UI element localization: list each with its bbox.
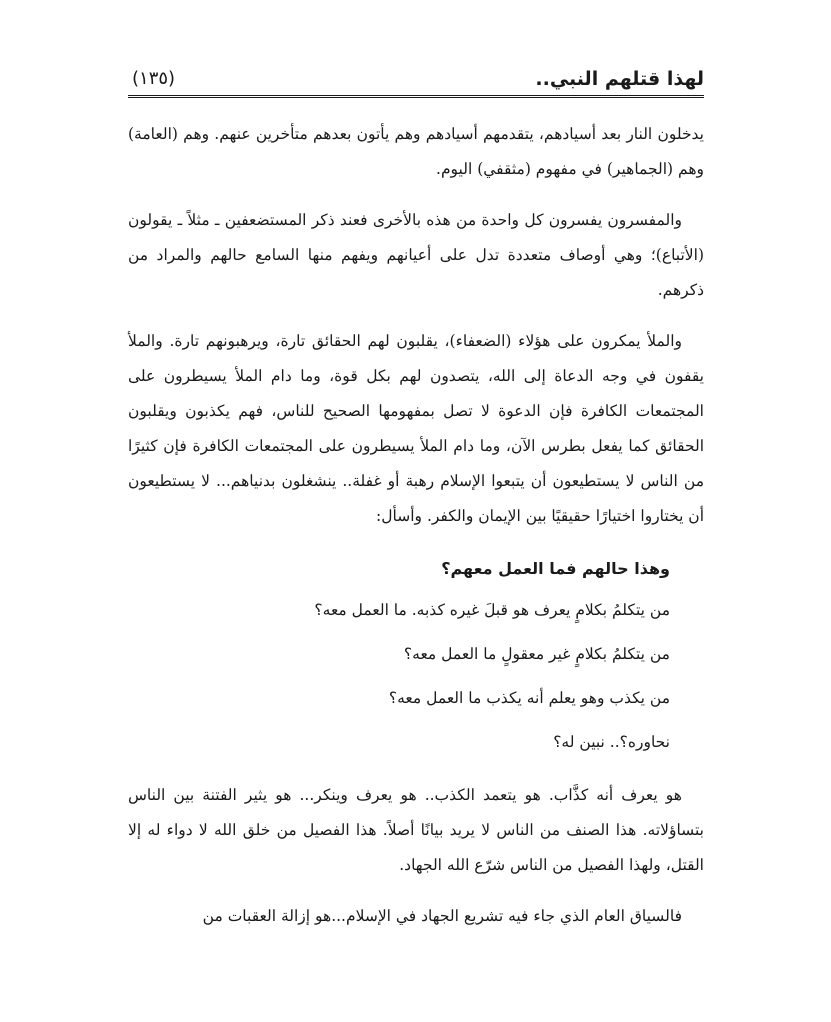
question-item: من يكذب وهو يعلم أنه يكذب ما العمل معه؟ (388, 689, 670, 707)
question-item: من يتكلمُ بكلامٍ غير معقولٍ ما العمل معه؟ (403, 645, 670, 663)
running-header (128, 66, 704, 98)
paragraph: والملأ يمكرون على هؤلاء (الضعفاء)، يقلبون لهم الحقائق تارة، ويرهبونهم تارة. والملأ يقفون في وجه الدعاة إلى الله، يتصدون لهم بكل قوة، وما دام الملأ يسيطرون على المجتمعات الكافرة فإن الدعوة لا تصل بمفهومها الصحيح للناس، فهم يكذبون ويقلبون الحقائق كما يفعل بطرس الآن، وما دام الملأ يسيطرون على المجتمعات الكافرة فإن كثيرًا من الناس لا يستطيعون أن يتبعوا الإسلام رهبة أو غفلة.. ينشغلون بدنياهم... لا يستطيعون أن يختاروا اختيارًا حقيقيًا بين الإيمان والكفر. وأسأل: (128, 332, 704, 525)
paragraph: فالسياق العام الذي جاء فيه تشريع الجهاد في الإسلام...هو إزالة العقبات من (202, 907, 682, 925)
question-list (128, 588, 670, 764)
paragraph: يدخلون النار بعد أسيادهم، يتقدمهم أسيادهم وهم يأتون بعدهم متأخرين عنهم. وهم (العامة) وهم (الجماهير) في مفهوم (مثقفي) اليوم. (128, 125, 704, 178)
question-item: نحاوره؟.. نبين له؟ (553, 733, 670, 751)
page-body (128, 117, 704, 950)
page-number: (١٣٥) (132, 68, 176, 89)
question-item: من يتكلمُ بكلامٍ يعرف هو قبلَ غيره كذبه. ما العمل معه؟ (314, 601, 670, 619)
paragraph: والمفسرون يفسرون كل واحدة من هذه بالأخرى فعند ذكر المستضعفين ـ مثلاً ـ يقولون (الأتباع)؛ وهي أوصاف متعددة تدل على أعيانهم ويفهم منها السامع حالهم والمراد من ذكرهم. (128, 211, 704, 299)
header-rule (128, 95, 704, 98)
paragraph: هو يعرف أنه كذَّاب. هو يتعمد الكذب.. هو يعرف وينكر... هو يثير الفتنة بين الناس بتساؤلاته. هذا الصنف من الناس لا يريد بيانًا أصلاً. هذا الفصيل من خلق الله لا دواء له إلا القتل، ولهذا الفصيل من الناس شرّع الله الجهاد. (128, 786, 704, 874)
book-title: لهذا قتلهم النبي.. (535, 68, 704, 90)
question-heading: وهذا حالهم فما العمل معهم؟ (441, 559, 670, 578)
